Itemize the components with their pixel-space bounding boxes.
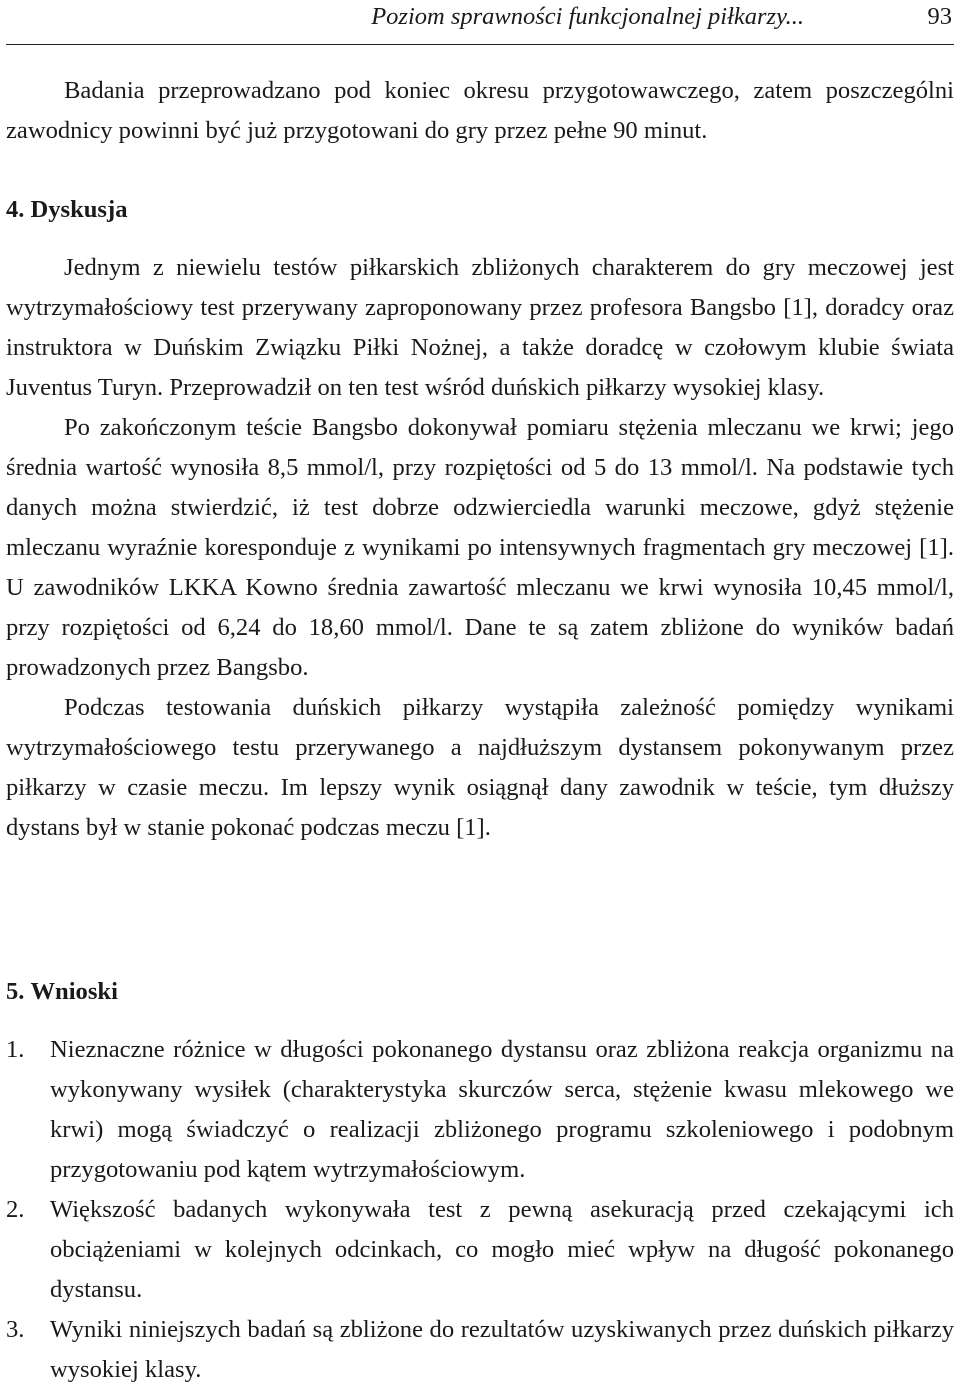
conclusion-item — [6, 1190, 954, 1310]
running-header — [6, 0, 954, 45]
running-title: Poziom sprawności funkcjonalnej piłkarzy... — [371, 3, 804, 30]
conclusions-heading — [6, 972, 118, 1012]
conclusion-text: Większość badanych wykonywała test z pewną asekuracją przed czekającymi ich obciążeniami w kolejnych odcinkach, co mogło mieć wpływ na długość pokonanego dystansu. — [50, 1196, 954, 1303]
intro-section — [6, 71, 954, 151]
intro-paragraph: Badania przeprowadzano pod koniec okresu przygotowawczego, zatem poszczególni zawodnicy powinni być już przygotowani do gry przez pełne 90 minut. — [6, 77, 954, 144]
discussion-heading — [6, 190, 128, 230]
discussion-paragraph: Jednym z niewielu testów piłkarskich zbliżonych charakterem do gry meczowej jest wytrzymałościowy test przerywany zaproponowany przez profesora Bangsbo [1], doradcy oraz instruktora w Duńskim Związku Piłki Nożnej, a także doradcę w czołowym klubie świata Juventus Turyn. Przeprowadził on ten test wśród duńskich piłkarzy wysokiej klasy. — [6, 254, 954, 401]
conclusion-text: Nieznaczne różnice w długości pokonanego dystansu oraz zbliżona reakcja organizmu na wykonywany wysiłek (charakterystyka skurczów serca, stężenie kwasu mlekowego we krwi) mogą świadczyć o realizacji zbliżonego programu szkoleniowego i podobnym przygotowaniu pod kątem wytrzymałościowym. — [50, 1036, 954, 1183]
discussion-paragraph: Po zakończonym teście Bangsbo dokonywał pomiaru stężenia mleczanu we krwi; jego średnia wartość wynosiła 8,5 mmol/l, przy rozpiętości od 5 do 13 mmol/l. Na podstawie tych danych można stwierdzić, iż test dobrze odzwierciedla warunki meczowe, gdyż stężenie mleczanu wyraźnie koresponduje z wynikami po intensywnych fragmentach gry meczowej [1]. U zawodników LKKA Kowno średnia zawartość mleczanu we krwi wynosiła 10,45 mmol/l, przy rozpiętości od 6,24 do 18,60 mmol/l. Dane te są zatem zbliżone do wyników badań prowadzonych przez Bangsbo. — [6, 414, 954, 681]
conclusions-heading-number: 5. — [6, 978, 25, 1005]
conclusion-item — [6, 1030, 954, 1190]
discussion-section — [6, 248, 954, 848]
discussion-paragraph: Podczas testowania duńskich piłkarzy wystąpiła zależność pomiędzy wynikami wytrzymałościowego testu przerywanego a najdłuższym dystansem pokonywanym przez piłkarzy w czasie meczu. Im lepszy wynik osiągnął dany zawodnik w teście, tym dłuższy dystans był w stanie pokonać podczas meczu [1]. — [6, 694, 954, 841]
list-marker: 1. — [6, 1036, 25, 1063]
page-number: 93 — [927, 3, 952, 30]
conclusion-text: Wyniki niniejszych badań są zbliżone do rezultatów uzyskiwanych przez duńskich piłkarzy wysokiej klasy. — [50, 1316, 954, 1383]
list-marker: 3. — [6, 1316, 25, 1343]
discussion-heading-number: 4. — [6, 196, 25, 223]
conclusion-item — [6, 1310, 954, 1390]
conclusions-heading-title: Wnioski — [30, 978, 118, 1005]
conclusions-list — [6, 1030, 954, 1390]
discussion-heading-title: Dyskusja — [30, 196, 128, 223]
list-marker: 2. — [6, 1196, 25, 1223]
